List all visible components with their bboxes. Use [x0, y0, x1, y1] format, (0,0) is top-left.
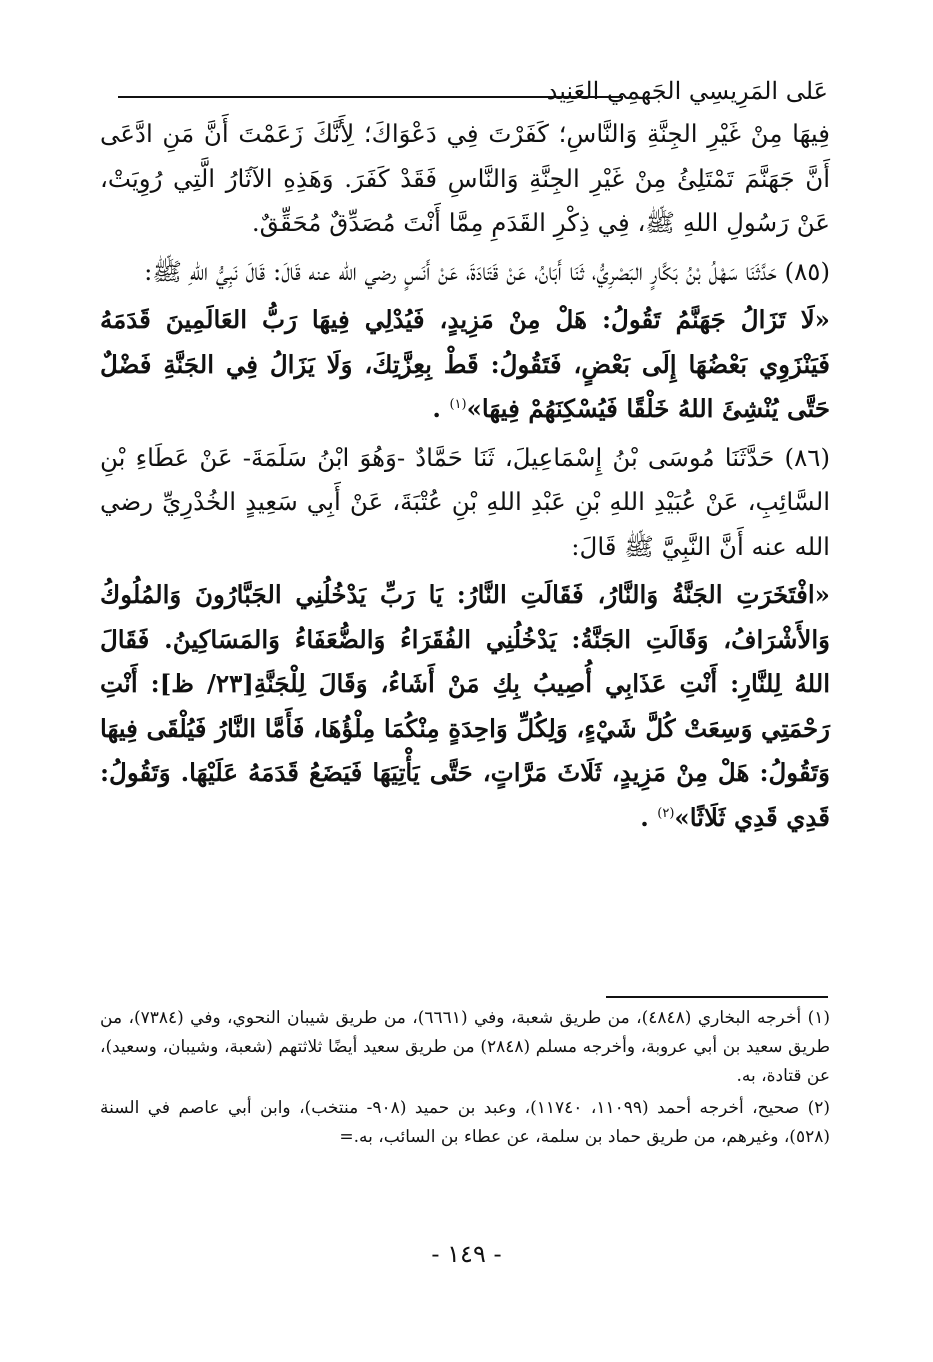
page-number: - ١٤٩ -: [431, 1240, 502, 1268]
hadith-86-matn: «افْتَخَرَتِ الجَنَّةُ وَالنَّارُ، فَقَالَتِ النَّارُ: يَا رَبِّ يَدْخُلُنِي الجَبَّارُونَ وَالمُلُوكُ وَالأَشْرَافُ، وَقَالَتِ الجَنَّةُ: يَدْخُلُنِي الفُقَرَاءُ وَالضُّعَفَاءُ وَالمَسَاكِينُ. فَقَالَ اللهُ لِلنَّارِ: أَنْتِ عَذَابِي أُصِيبُ بِكِ مَنْ أَشَاءُ، وَقَالَ لِلْجَنَّةِ[٢٣/ ظ]: أَنْتِ رَحْمَتِي وَسِعَتْ كُلَّ شَيْءٍ، وَلِكُلِّ وَاحِدَةٍ مِنْكُمَا مِلْؤُهَا، فَأَمَّا النَّارُ فَيُلْقَى فِيهَا وَتَقُولُ: هَلْ مِنْ مَزِيدٍ، ثَلَاثَ مَرَّاتٍ، حَتَّى يَأْتِيَهَا فَيَضَعُ قَدَمَهُ عَلَيْهَا. وَتَقُولُ: قَدِي قَدِي ثَلَاثًا»: [100, 580, 831, 832]
hadith-85-text: «لَا تَزَالُ جَهَنَّمُ تَقُولُ: هَلْ مِنْ مَزِيدٍ، فَيُدْلِي فِيهَا رَبُّ العَالَمِينَ قَدَمَهُ فَيَنْزَوِي بَعْضُهَا إِلَى بَعْضٍ، فَتَقُولُ: قَطْ بِعِزَّتِكَ، وَلَا يَزَالُ فِي الجَنَّةِ فَضْلٌ حَتَّى يُنْشِئَ اللهُ خَلْقًا فَيُسْكِنَهُمْ فِيهَا»$^{(١)}$ .: [100, 305, 830, 423]
main-text: [100, 112, 830, 840]
hadith-86-isnad: (٨٦) حَدَّثَنَا مُوسَى بْنُ إِسْمَاعِيلَ، ثَنَا حَمَّادٌ -وَهُوَ ابْنُ سَلَمَةَ- عَنْ عَطَاءِ بْنِ السَّائِبِ، عَنْ عُبَيْدِ اللهِ بْنِ عَبْدِ اللهِ بْنِ عُتْبَةَ، عَنْ أَبِي سَعِيدٍ الخُدْرِيِّ رضي الله عنه أَنَّ النَّبِيَّ ﷺ قَالَ:: [100, 442, 830, 561]
footnote-ref-2: (٢): [657, 805, 675, 821]
header-title: عَلى المَرِيسِي الجَهمِي العَنِيد: [546, 77, 828, 105]
footnote-rule: [606, 996, 828, 998]
paragraph-intro: فِيهَا مِنْ غَيْرِ الجِنَّةِ وَالنَّاسِ؛ كَفَرْتَ فِي دَعْوَاكَ؛ لِأَنَّكَ زَعَمْتَ أَنَّ مَنِ ادَّعَى أَنَّ جَهَنَّمَ تَمْتَلِئُ مِنْ غَيْرِ الجِنَّةِ وَالنَّاسِ فَقَدْ كَفَرَ. وَهَذِهِ الآثَارُ الَّتِي رُوِيَتْ، عَنْ رَسُولِ اللهِ ﷺ، فِي ذِكْرِ القَدَمِ مِمَّا أَنْتَ مُصَدِّقٌ مُحَقِّقٌ.: [100, 119, 830, 237]
hadith-85-isnad: (٨٥) حَدَّثَنَا سَهْلُ بْنُ بَكَّارٍ البَصْرِيُّ، ثَنَا أَبَانُ، عَنْ قَتَادَةَ، عَنْ أَنَسٍ رضي الله عنه قَالَ: قَالَ نَبِيُّ اللهِ ﷺ:: [144, 256, 830, 286]
footnote-1: (١) أخرجه البخاري (٤٨٤٨)، من طريق شعبة، وفي (٦٦٦١)، من طريق شيبان النحوي، وفي (٧٣٨٤)، من طريق سعيد بن أبي عروبة، وأخرجه مسلم (٢٨٤٨) من طريق سعيد أيضًا ثلاثتهم (شعبة، وشيبان، وسعيد)، عن قتادة، به.: [100, 1008, 830, 1086]
footnote-ref-1: (١): [449, 396, 467, 412]
header-rule: [118, 96, 623, 98]
running-header: [118, 76, 828, 106]
hadith-85-matn: «لَا تَزَالُ جَهَنَّمُ تَقُولُ: هَلْ مِنْ مَزِيدٍ، فَيُدْلِي فِيهَا رَبُّ العَالَمِينَ قَدَمَهُ فَيَنْزَوِي بَعْضُهَا إِلَى بَعْضٍ، فَتَقُولُ: قَطْ بِعِزَّتِكَ، وَلَا يَزَالُ فِي الجَنَّةِ فَضْلٌ حَتَّى يُنْشِئَ اللهُ خَلْقًا فَيُسْكِنَهُمْ فِيهَا»: [100, 305, 830, 423]
footnotes: [100, 1004, 830, 1152]
footnote-2: (٢) صحيح، أخرجه أحمد (١١٠٩٩، ١١٧٤٠)، وعبد بن حميد (٩٠٨- منتخب)، وابن أبي عاصم في السنة (٥٢٨)، وغيرهم، من طريق حماد بن سلمة، عن عطاء بن السائب، به.=: [100, 1098, 830, 1147]
hadith-86-text: «افْتَخَرَتِ الجَنَّةُ وَالنَّارُ، فَقَالَتِ النَّارُ: يَا رَبِّ يَدْخُلُنِي الجَبَّارُونَ وَالمُلُوكُ وَالأَشْرَافُ، وَقَالَتِ الجَنَّةُ: يَدْخُلُنِي الفُقَرَاءُ وَالضُّعَفَاءُ وَالمَسَاكِينُ. فَقَالَ اللهُ لِلنَّارِ: أَنْتِ عَذَابِي أُصِيبُ بِكِ مَنْ أَشَاءُ، وَقَالَ لِلْجَنَّةِ[٢٣/ ظ]: أَنْتِ رَحْمَتِي وَسِعَتْ كُلَّ شَيْءٍ، وَلِكُلِّ وَاحِدَةٍ مِنْكُمَا مِلْؤُهَا، فَأَمَّا النَّارُ فَيُلْقَى فِيهَا وَتَقُولُ: هَلْ مِنْ مَزِيدٍ، ثَلَاثَ مَرَّاتٍ، حَتَّى يَأْتِيَهَا فَيَضَعُ قَدَمَهُ عَلَيْهَا. وَتَقُولُ: قَدِي قَدِي ثَلَاثًا»$^{(٢)}$ .: [100, 580, 831, 832]
